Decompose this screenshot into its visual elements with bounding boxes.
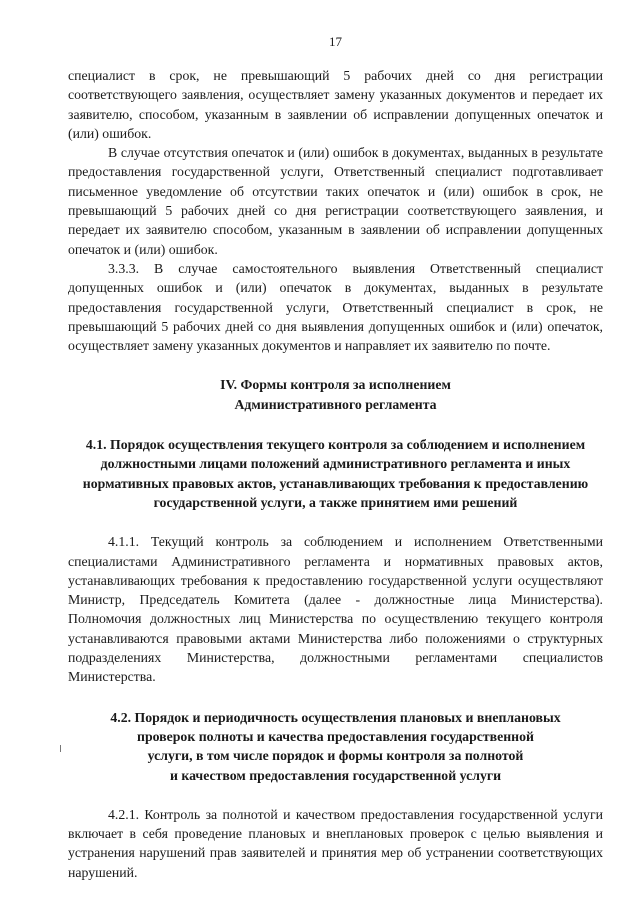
section-iv-title-line2: Административного регламента: [234, 396, 437, 412]
document-page: [68, 0, 603, 905]
section-iv-title-line1: IV. Формы контроля за исполнением: [220, 377, 451, 393]
paragraph-3-3-3: 3.3.3. В случае самостоятельного выявления Ответственный специалист допущенных ошибок и (или) опечаток в документах, выданных в результате предоставления государственной услуги, Ответственный специалист в срок, не превышающий 5 рабочих дней со дня выявления допущенных ошибок и (или) опечаток, осуществляет замену указанных документов и направляет их заявителю по почте.: [68, 260, 603, 354]
paragraph-no-errors: В случае отсутствия опечаток и (или) ошибок в документах, выданных в результате предоставления государственной услуги, Ответственный специалист подготавливает письменное уведомление об отсутствии таких опечаток и (или) ошибок в срок, не превышающий 5 рабочих дней со дня регистрации соответствующего заявления, и передает их заявителю способом, указанным в заявлении об исправлении допущенных опечаток и (или) ошибок.: [68, 145, 603, 257]
page-number: 17: [329, 34, 342, 49]
paragraph-4-1-1: 4.1.1. Текущий контроль за соблюдением и исполнением Ответственными специалистами Административного регламента и нормативных правовых актов, устанавливающих требования к предоставлению государственной услуги осуществляют Министр, Председатель Комитета (далее - должностные лица Министерства). Полномочия должностных лиц Министерства по осуществлению текущего контроля устанавливаются правовыми актами Министерства либо положениями о структурных подразделениях Министерства, должностными регламентами специалистов Министерства.: [68, 534, 603, 685]
subsection-4-1-title: 4.1. Порядок осуществления текущего контроля за соблюдением и исполнением должностными лицами положений административного регламента и иных нормативных правовых актов, устанавливающих требования к предоставлению государственной услуги, а также принятием ими решений: [82, 437, 589, 510]
paragraph-4-2-1: 4.2.1. Контроль за полнотой и качеством предоставления государственной услуги включает в себя проведение плановых и внеплановых проверок с целью выявления и устранения нарушений прав заявителей и принятия мер об устранении соответствующих нарушений.: [68, 806, 603, 880]
paragraph-continuation: специалист в срок, не превышающий 5 рабочих дней со дня регистрации соответствующего заявления, осуществляет замену указанных документов и передает их заявителю, способом, указанным в заявлении об исправлении допущенных опечаток и (или) ошибок.: [68, 68, 603, 141]
subsection-4-2-title-line1: 4.2. Порядок и периодичность осуществления плановых и внеплановых: [110, 709, 561, 725]
margin-mark: [60, 745, 61, 752]
subsection-4-2-title-line4: и качеством предоставления государственной услуги: [169, 767, 502, 783]
page-content: [68, 66, 603, 882]
subsection-4-2-title-line2: проверок полноты и качества предоставления государственной: [137, 728, 534, 744]
subsection-4-2-title-line3: услуги, в том числе порядок и формы контроля за полнотой: [147, 748, 524, 764]
